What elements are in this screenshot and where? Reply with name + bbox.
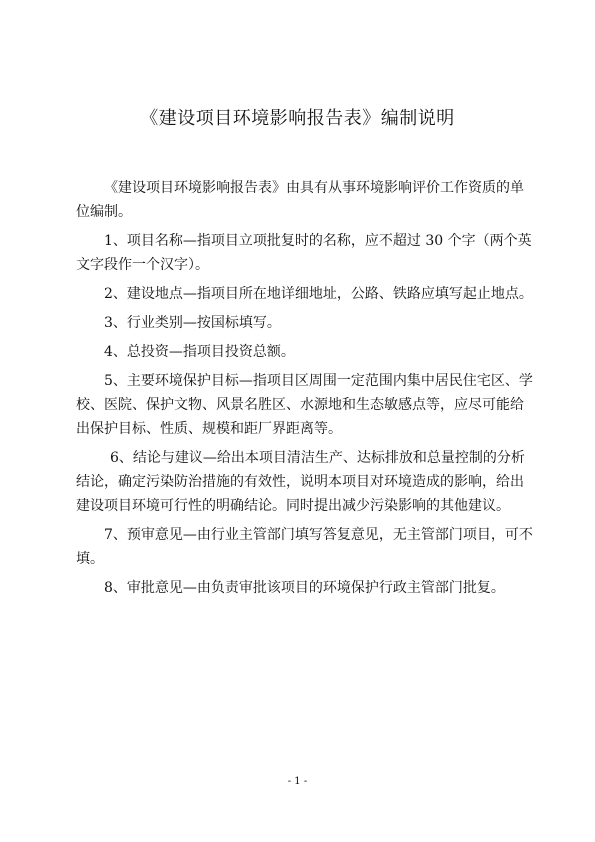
paragraph-item-2: 2、建设地点—指项目所在地详细地址，公路、铁路应填写起止地点。 — [104, 286, 533, 302]
document-body — [76, 176, 536, 605]
paragraph-item-4: 4、总投资—指项目投资总额。 — [104, 344, 295, 360]
paragraph-item-6: 6、结论与建议—给出本项目清洁生产、达标排放和总量控制的分析结论，确定污染防治措施的有效性，说明本项目对环境造成的影响，给出建设项目环境可行性的明确结论。同时提出减少污染影响的其他建议。 — [76, 450, 525, 514]
paragraph-item-3: 3、行业类别—按国标填写。 — [104, 315, 281, 331]
paragraph-item-1: 1、项目名称—指项目立项批复时的名称，应不超过 30 个字（两个英文字段作一个汉字）。 — [76, 233, 532, 273]
page-number: - 1 - — [287, 776, 308, 787]
paragraph-item-8: 8、审批意见—由负责审批该项目的环境保护行政主管部门批复。 — [104, 580, 505, 596]
paragraph-item-7: 7、预审意见—由行业主管部门填写答复意见，无主管部门项目，可不填。 — [76, 527, 533, 567]
document-title: 《建设项目环境影响报告表》编制说明 — [140, 108, 455, 129]
paragraph-intro: 《建设项目环境影响报告表》由具有从事环境影响评价工作资质的单位编制。 — [76, 180, 524, 220]
paragraph-item-5: 5、主要环境保护目标—指项目区周围一定范围内集中居民住宅区、学校、医院、保护文物、风景名胜区、水源地和生态敏感点等，应尽可能给出保护目标、性质、规模和距厂界距离等。 — [76, 373, 533, 437]
